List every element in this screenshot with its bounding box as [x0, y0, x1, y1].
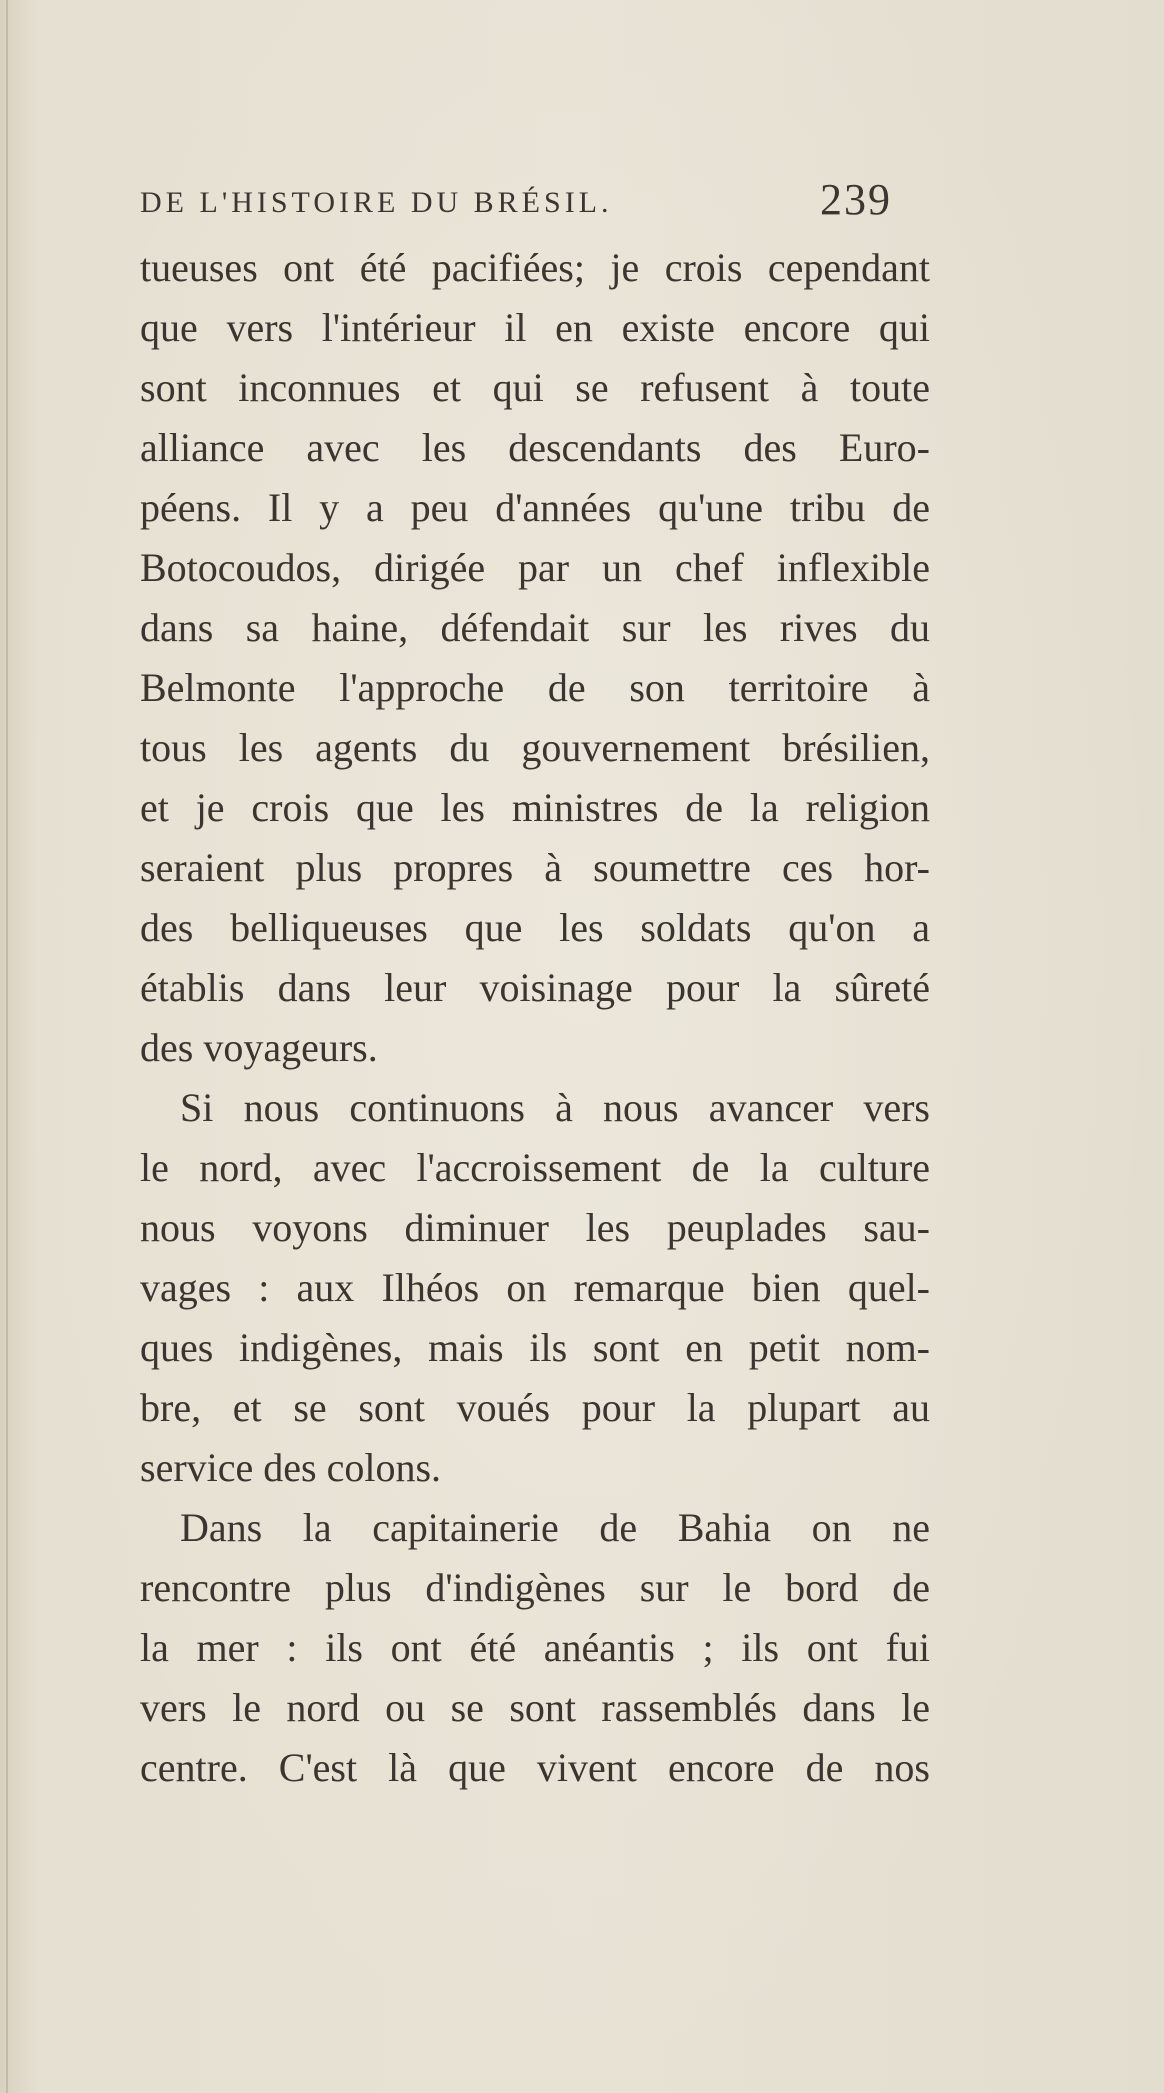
text-line: tueuses ont été pacifiées; je crois cependant — [140, 245, 930, 290]
text-line: Botocoudos, dirigée par un chef inflexible — [140, 545, 930, 590]
text-line: centre. C'est là que vivent encore de nos — [140, 1745, 930, 1790]
paragraph-end-line: service des colons. — [140, 1445, 442, 1490]
text-line: seraient plus propres à soumettre ces hor- — [140, 845, 930, 890]
text-line: rencontre plus d'indigènes sur le bord de — [140, 1565, 930, 1610]
text-line: ques indigènes, mais ils sont en petit nom- — [140, 1325, 930, 1370]
text-line: des belliqueuses que les soldats qu'on a — [140, 905, 930, 950]
text-line: nous voyons diminuer les peuplades sau- — [140, 1205, 930, 1250]
text-line: que vers l'intérieur il en existe encore qui — [140, 305, 930, 350]
text-line: péens. Il y a peu d'années qu'une tribu de — [140, 485, 930, 530]
page-number: 239 — [820, 175, 892, 224]
text-line: dans sa haine, défendait sur les rives du — [140, 605, 930, 650]
body-text — [140, 238, 930, 1798]
page-gutter-edge — [6, 0, 8, 2093]
text-line: le nord, avec l'accroissement de la culture — [140, 1145, 930, 1190]
text-line: alliance avec les descendants des Euro- — [140, 425, 930, 470]
text-line: vages : aux Ilhéos on remarque bien quel- — [140, 1265, 930, 1310]
text-line: tous les agents du gouvernement brésilien, — [140, 725, 930, 770]
text-line: la mer : ils ont été anéantis ; ils ont fui — [140, 1625, 930, 1670]
text-line: bre, et se sont voués pour la plupart au — [140, 1385, 930, 1430]
paragraph-start-line: Dans la capitainerie de Bahia on ne — [180, 1505, 930, 1550]
text-line: vers le nord ou se sont rassemblés dans le — [140, 1685, 930, 1730]
paragraph-end-line: des voyageurs. — [140, 1025, 378, 1070]
text-line: sont inconnues et qui se refusent à toute — [140, 365, 930, 410]
page-header — [140, 172, 940, 242]
text-line: et je crois que les ministres de la religion — [140, 785, 930, 830]
paragraph-start-line: Si nous continuons à nous avancer vers — [180, 1085, 930, 1130]
running-head: DE L'HISTOIRE DU BRÉSIL. — [140, 186, 613, 219]
text-line: Belmonte l'approche de son territoire à — [140, 665, 930, 710]
text-line: établis dans leur voisinage pour la sûreté — [140, 965, 930, 1010]
